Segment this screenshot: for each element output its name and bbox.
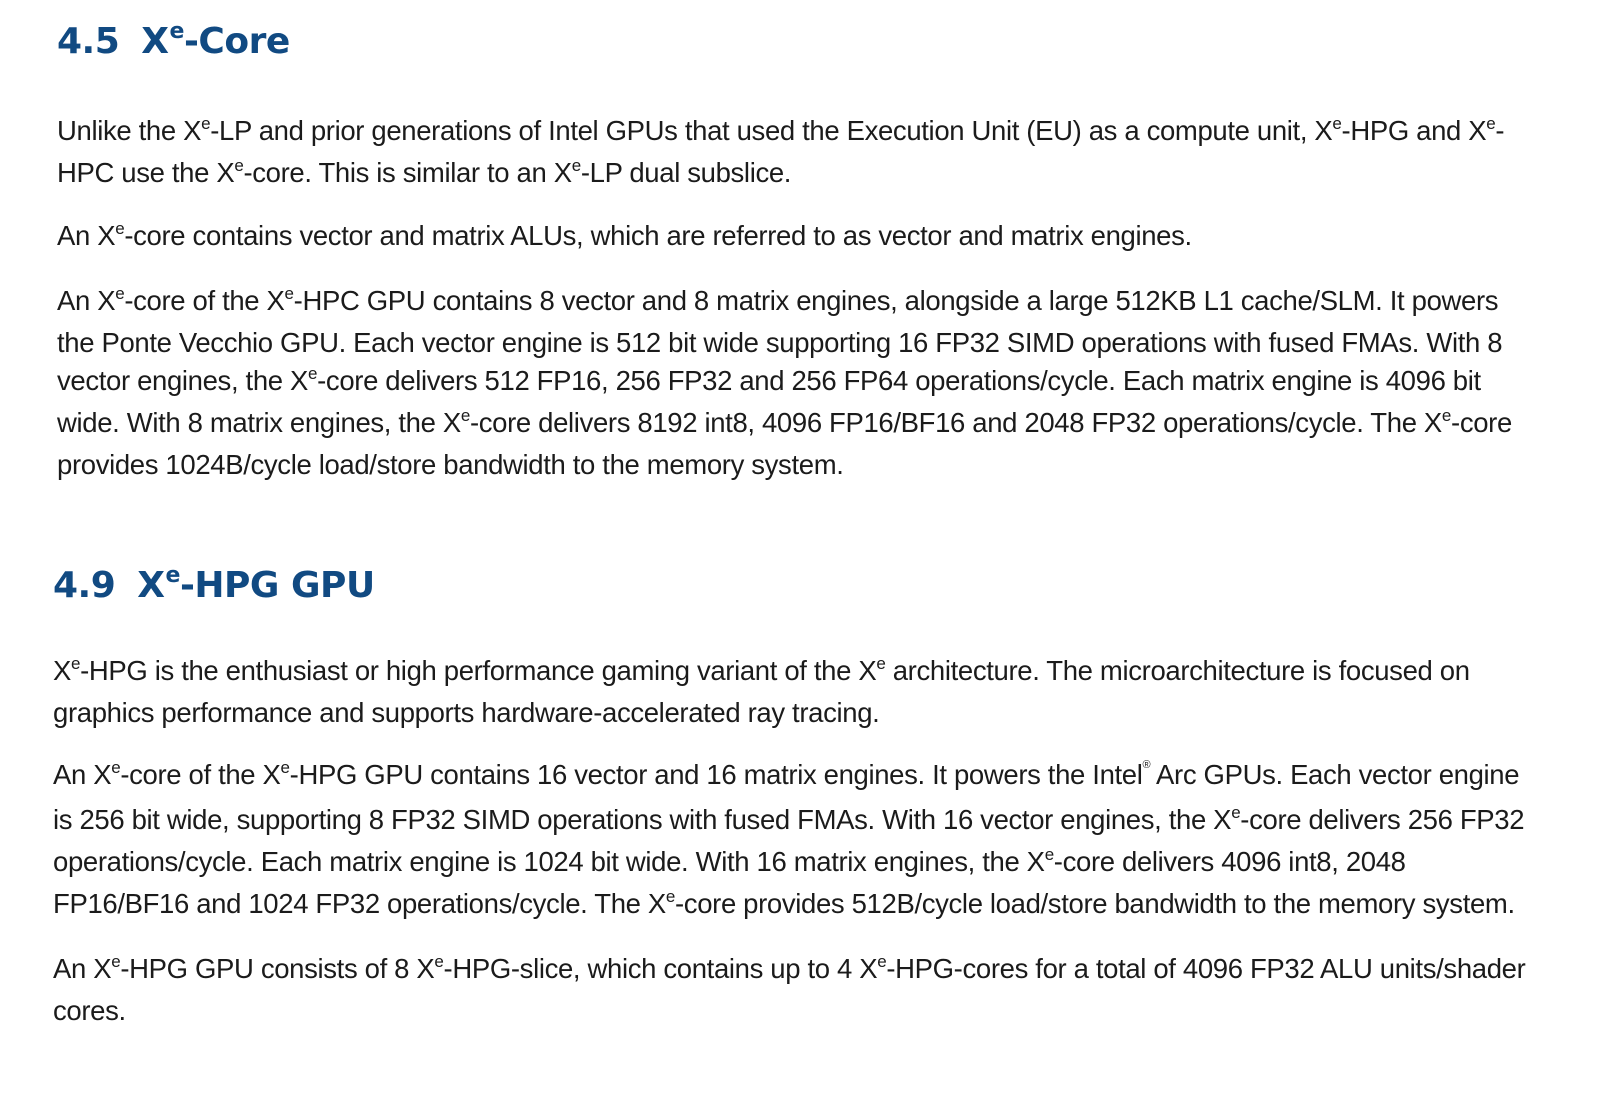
heading-text: Xe-HPG GPU bbox=[137, 563, 375, 606]
paragraph: An Xe-core of the Xe-HPG GPU contains 16 vector and 16 matrix engines. It powers the Intel® Arc GPUs. Each vector engine is 256 bit wide, supporting 8 FP32 SIMD operations with fused FMAs. With 16 vector engines, the Xe-core delivers 256 FP32 operations/cycle. Each matrix engine is 1024 bit wide. With 16 matrix engines, the Xe-core delivers 4096 int8, 2048 FP16/BF16 and 1024 FP32 operations/cycle. The Xe-core provides 512B/cycle load/store bandwidth to the memory system. bbox=[53, 758, 1525, 920]
section-xe-core bbox=[57, 14, 1527, 485]
section-number: 4.5 bbox=[57, 21, 120, 62]
paragraph: An Xe-core contains vector and matrix ALUs, which are referred to as vector and matrix engines. bbox=[57, 219, 1192, 252]
section-xe-hpg-gpu bbox=[53, 558, 1543, 1031]
paragraph: An Xe-core of the Xe-HPC GPU contains 8 vector and 8 matrix engines, alongside a large 512KB L1 cache/SLM. It powers the Ponte Vecchio GPU. Each vector engine is 512 bit wide supporting 16 FP32 SIMD operations with fused FMAs. With 8 vector engines, the Xe-core delivers 512 FP16, 256 FP32 and 256 FP64 operations/cycle. Each matrix engine is 4096 bit wide. With 8 matrix engines, the Xe-core delivers 8192 int8, 4096 FP16/BF16 and 2048 FP32 operations/cycle. The Xe-core provides 1024B/cycle load/store bandwidth to the memory system. bbox=[57, 283, 1512, 481]
heading-text: Xe-Core bbox=[141, 19, 290, 62]
paragraph: Xe-HPG is the enthusiast or high performance gaming variant of the Xe architecture. The microarchitecture is focused on graphics performance and supports hardware-accelerated ray tracing. bbox=[53, 654, 1470, 729]
section-number: 4.9 bbox=[53, 565, 116, 606]
paragraph: Unlike the Xe-LP and prior generations of Intel GPUs that used the Execution Unit (EU) as a compute unit, Xe-HPG and Xe-HPC use the Xe-core. This is similar to an Xe-LP dual subslice. bbox=[57, 114, 1505, 189]
section-heading bbox=[57, 14, 1527, 75]
paragraph: An Xe-HPG GPU consists of 8 Xe-HPG-slice, which contains up to 4 Xe-HPG-cores for a total of 4096 FP32 ALU units/shader cores. bbox=[53, 952, 1526, 1027]
section-heading bbox=[53, 558, 1543, 619]
